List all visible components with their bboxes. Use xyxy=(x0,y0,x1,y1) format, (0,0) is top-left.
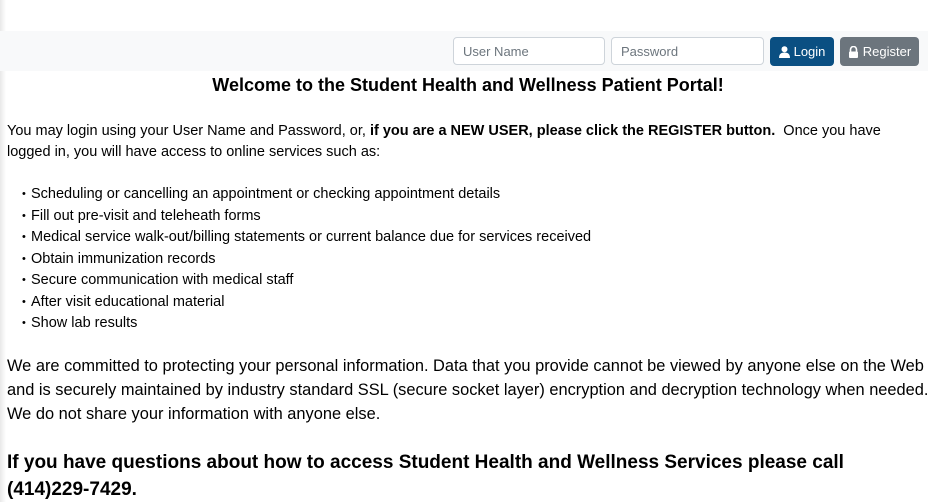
intro-paragraph xyxy=(7,121,927,163)
register-label: Register xyxy=(862,44,912,59)
lock-icon xyxy=(848,46,859,58)
privacy-paragraph: We are committed to protecting your personal information. Data that you provide cannot be viewed by anyone else on the Web and is securely maintained by industry standard SSL (secure socket layer) encryption and decryption technology when needed. We do not share your information with anyone else. xyxy=(7,357,929,423)
list-item: • Obtain immunization records xyxy=(22,249,591,271)
list-item: • Show lab results xyxy=(22,313,591,335)
list-item: • Secure communication with medical staff xyxy=(22,270,591,292)
services-list xyxy=(0,184,591,335)
user-icon xyxy=(779,46,790,58)
page-title: Welcome to the Student Health and Wellness Patient Portal! xyxy=(212,75,724,95)
username-input[interactable] xyxy=(453,37,605,65)
intro-text-end: Once you have logged in, you will have access to online services such as: xyxy=(7,123,885,160)
password-input[interactable] xyxy=(611,37,764,65)
login-bar xyxy=(0,31,928,71)
list-item: • Scheduling or cancelling an appointment or checking appointment details xyxy=(22,184,591,206)
register-button[interactable] xyxy=(840,37,919,66)
contact-heading: If you have questions about how to access Student Health and Wellness Services please call (414)229-7429. xyxy=(7,452,844,500)
intro-new-user-note: if you are a NEW USER, please click the REGISTER button. xyxy=(369,123,776,139)
list-item: • Fill out pre-visit and teleheath forms xyxy=(22,206,591,228)
list-item: • Medical service walk-out/billing statements or current balance due for services received xyxy=(22,227,591,249)
login-button[interactable] xyxy=(770,37,834,66)
intro-text: You may login using your User Name and Password, or, xyxy=(7,123,370,139)
list-item: • After visit educational material xyxy=(22,292,591,314)
login-label: Login xyxy=(793,44,826,59)
